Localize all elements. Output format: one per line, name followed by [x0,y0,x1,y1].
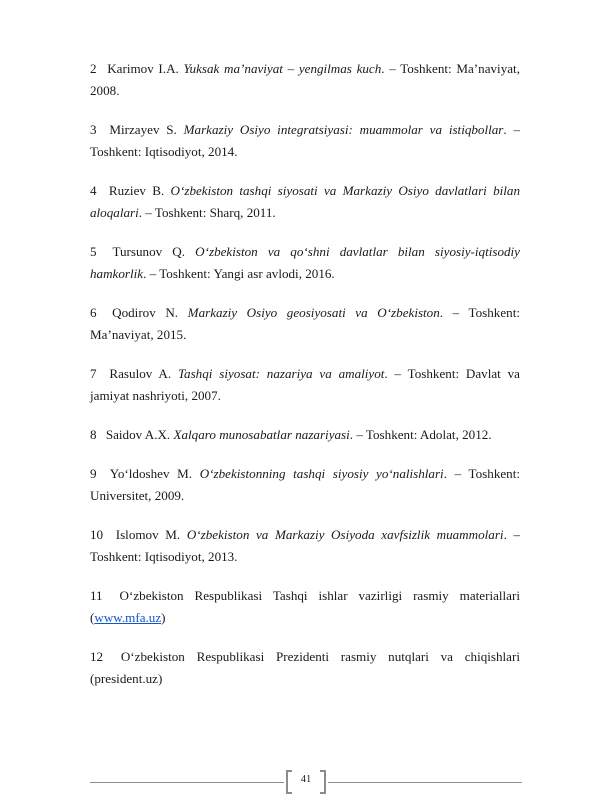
reference-author: Rasulov A. [109,366,172,381]
reference-number: 10 [90,527,104,542]
reference-list [90,58,520,707]
mfa-website-link[interactable]: www.mfa.uz [94,610,162,625]
reference-title: Yuksak ma’naviyat – yengilmas kuch [183,61,382,76]
reference-close-paren: ) [161,610,166,625]
page-footer [90,770,522,800]
reference-item [90,646,520,690]
reference-title: O‘zbekiston va Markaziy Osiyoda xavfsizlik muammolari [186,527,504,542]
reference-publisher: . – Toshkent: Yangi asr avlodi, 2016. [143,266,335,281]
reference-author: Qodirov N. [112,305,179,320]
reference-item [90,585,520,629]
reference-author: Yo‘ldoshev M. [109,466,193,481]
reference-item [90,524,520,568]
reference-item [90,180,520,224]
reference-number: 3 [90,122,97,137]
reference-number: 8 [90,427,97,442]
reference-title: O‘zbekiston tashqi siyosati va Markaziy Osiyo davlatlari bilan aloqalari [90,183,521,220]
reference-publisher: . – Toshkent: Iqtisodiyot, 2013. [90,527,521,564]
reference-author: Islomov M. [115,527,181,542]
reference-publisher: . – Toshkent: Ma’naviyat, 2015. [90,305,520,342]
reference-item [90,463,520,507]
reference-number: 7 [90,366,97,381]
reference-author: Saidov A.X. [105,427,171,442]
reference-number: 9 [90,466,97,481]
reference-item [90,363,520,407]
reference-publisher: . – Toshkent: Adolat, 2012. [349,427,492,442]
reference-text: O‘zbekiston Respublikasi Prezidenti rasmiy nutqlari va chiqishlari (president.uz) [90,649,520,686]
reference-number: 4 [90,183,97,198]
reference-title: Markaziy Osiyo geosiyosati va O‘zbekiston [187,305,440,320]
reference-author: Tursunov Q. [112,244,186,259]
footer-bracket-right [320,770,326,794]
reference-item [90,241,520,285]
reference-publisher: . – Toshkent: Ma’naviyat, 2008. [90,61,520,98]
reference-item [90,302,520,346]
footer-rule-left [90,782,284,783]
reference-item [90,119,520,163]
reference-item [90,58,520,102]
reference-number: 2 [90,61,97,76]
footer-rule-right [328,782,522,783]
page-number: 41 [300,774,312,785]
reference-item [90,424,520,446]
reference-number: 11 [90,588,103,603]
reference-publisher: . – Toshkent: Universitet, 2009. [90,466,520,503]
reference-number: 6 [90,305,97,320]
reference-author: Mirzayev S. [109,122,177,137]
reference-publisher: . – Toshkent: Sharq, 2011. [138,205,276,220]
reference-publisher: . – Toshkent: Iqtisodiyot, 2014. [90,122,520,159]
reference-number: 5 [90,244,97,259]
reference-author: Ruziev B. [108,183,165,198]
reference-title: Markaziy Osiyo integratsiyasi: muammolar va istiqbollar [183,122,504,137]
reference-text: O‘zbekiston Respublikasi Tashqi ishlar vazirligi rasmiy materiallari ( [90,588,520,625]
reference-author: Karimov I.A. [107,61,179,76]
reference-number: 12 [90,649,104,664]
reference-title: O‘zbekiston va qo‘shni davlatlar bilan siyosiy-iqtisodiy hamkorlik [90,244,520,281]
reference-title: Tashqi siyosat: nazariya va amaliyot [177,366,385,381]
reference-publisher: . – Toshkent: Davlat va jamiyat nashriyoti, 2007. [90,366,520,403]
reference-title: Xalqaro munosabatlar nazariyasi [173,427,350,442]
reference-title: O‘zbekistonning tashqi siyosiy yo‘nalishlari [199,466,444,481]
